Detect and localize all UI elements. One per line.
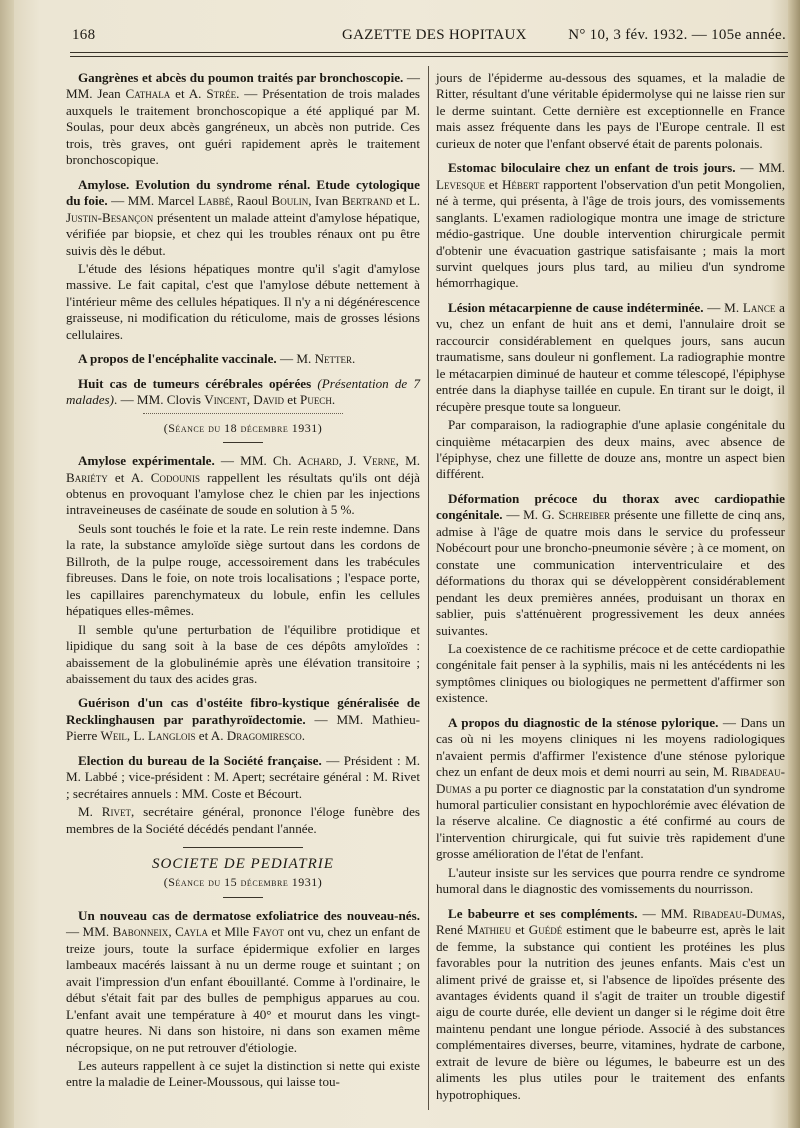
page-outer-edge — [788, 0, 800, 1128]
text: , J. — [338, 453, 363, 469]
text: et — [284, 392, 301, 408]
paragraph: La coexistence de ce rachitisme précoce et de cette cardiopathie congénitale fait penser à la syphilis, mais ni les antécédents ni les symptômes cliniques ou biologiques ne permettent d'affirmer son existence. — [436, 640, 785, 706]
text: . — MM. Clovis — [114, 392, 205, 408]
text: a vu, chez un enfant de huit ans et demi, l'annulaire droit se raccourcir considérablement en quelques jours, sans aucun traumatisme, sans douleur ni gonflement. La radiographie montre le métacarpien diminué de hauteur et comme télescopé, l'épiphyse entrée dans la diaphyse taillée en cupule. En tirant sur le doigt, il récupère presque toute sa longueur. — [436, 299, 785, 414]
text: — MM. Mathieu-Pierre — [66, 711, 421, 744]
text: estiment que le babeurre est, après le lait de femme, la substance qui contient les protéines les plus favorables pour la nutrition des jeunes enfants. Mais c'est un aliment privé de graisse et, si l'absence de lipoïdes présente des avantages évidents quand il s'agit de traiter un trouble digestif aigu de courte durée, elle devient un danger si le régime doit être maintenu pendant une longue période. Associé à des substances complémentaires diverses, beurre, vitamines, hydrate de carbone, extrait de levure de bière ou légumes, le babeurre est un des aliments les plus utiles pour le traitement des enfants hypotrophiques. — [436, 922, 786, 1102]
text: — M. — [276, 351, 315, 367]
text: , — [246, 392, 254, 408]
author: Bariéty — [66, 469, 108, 485]
separator — [223, 897, 263, 898]
article-stenose-pylorique — [436, 715, 785, 863]
article-encephalite — [66, 351, 420, 367]
seance-heading: (Séance du 18 décembre 1931) — [163, 420, 323, 435]
society-heading: SOCIETE DE PEDIATRIE — [152, 856, 334, 873]
text: — M. G. — [502, 507, 559, 523]
author: Mathieu — [467, 922, 512, 938]
paragraph: jours de l'épiderme au-dessous des squames, et la maladie de Ritter, résultant d'une véritable épidermolyse qui ne laisse rien sur le derme suintant. Cette dernière est exceptionnelle en France mais assez fréquente dans les pays de l'Europe centrale. Il est curieux de noter que l'enfant observé était de parents polonais. — [436, 70, 785, 151]
left-column — [66, 70, 420, 1093]
article-lesion-metacarpienne — [436, 300, 785, 415]
article-dermatose — [66, 908, 420, 1056]
article-babeurre — [436, 906, 785, 1103]
author: Lance — [742, 299, 776, 315]
author: David — [253, 392, 285, 408]
article-title: Lésion métacarpienne de cause indéterminée. — [448, 299, 704, 315]
column-divider — [428, 66, 429, 1110]
text: et Mlle — [207, 924, 253, 940]
paragraph: Seuls sont touchés le foie et la rate. Le rein reste indemne. Dans la rate, la substance amyloïde siège surtout dans les cordons de Billroth, de la pulpe rouge, accessoirement dans les trabécules fibreuses. Dans le foie, on note trois localisations ; l'espace porte, les capillaires parenchymateux du lobule, enfin les cellules hépatiques elles-mêmes. — [66, 520, 420, 619]
text: — MM. — [66, 924, 113, 940]
text: présente une fillette de cinq ans, admise à l'âge de quatre mois dans le service du professeur Nobécourt pour une broncho-pneumonie sévère ; à ce moment, on constate une communication interventriculaire et des déformations du thorax qui se développèrent considérablement pendant les deux premières années, produisant un thorax en sablier, puis s'atténuèrent progressivement les deux années suivantes. — [436, 507, 785, 638]
text: . — [331, 392, 336, 408]
text: , Raoul — [230, 193, 272, 209]
article-deformation-thorax — [436, 491, 785, 639]
author: Hébert — [501, 176, 540, 192]
author: Langlois — [148, 728, 196, 744]
text: a pu porter ce diagnostic par la constatation d'un syndrome humoral particulier consistant en hypochlorémie avec élévation de la réserve alcaline. Ce diagnostic a été confirmé au cours de l'intervention chirurgicale, qui fut suivie très rapidement d'une grosse amélioration de l'état de l'enfant. — [436, 780, 785, 862]
text: et — [485, 176, 502, 192]
text: — MM. Ch. — [214, 453, 298, 469]
author: Cathala — [125, 86, 171, 102]
author: Puech — [300, 392, 332, 408]
author: Bertrand — [341, 193, 393, 209]
text: et A. — [195, 728, 227, 744]
author: Ribadeau-Dumas — [436, 764, 785, 796]
article-estomac — [436, 160, 785, 292]
author: Schreiber — [558, 507, 611, 523]
text: — MM. Jean — [66, 70, 420, 102]
text: . — Présentation de trois malades auxquels le traitement bronchoscopique a été appliqué par M. Soulas, pour deux abcès gangréneux, un abcès non putride. Ces trois, très graves, ont guéri rapidement après le traitement bronchoscopique. — [66, 86, 421, 168]
paragraph: Les auteurs rappellent à ce sujet la distinction si nette qui existe entre la maladie de Leiner-Moussous, qui laisse tou- — [66, 1058, 420, 1090]
header-rule-top — [70, 52, 788, 53]
paragraph: L'étude des lésions hépatiques montre qu'il s'agit d'amylose massive. Le fait capital, c'est que l'amylose débute nettement à l'intérieur même des cellules hépatiques. Il n'y a ni dégénérescence graisseuse, ni modification du réticulome, mais de grosses lésions cellulaires. — [66, 260, 420, 342]
text: , Ivan — [308, 193, 342, 209]
author: Fayot — [252, 924, 284, 940]
text: rappellent les résultats qu'ils ont déjà obtenus en provoquant l'amylose chez le chien par les injections intraveineuses de caséinate de soude en solution à 5 %. — [66, 469, 420, 518]
author: Achard — [297, 453, 339, 469]
article-tumeurs — [66, 376, 420, 409]
article-gangrenes — [66, 70, 420, 169]
text: et A. — [170, 86, 207, 102]
author: Codounis — [150, 469, 200, 485]
author: Weil — [100, 728, 127, 744]
text: — MM. — [637, 905, 693, 921]
separator — [183, 847, 303, 848]
author: Vincent — [204, 392, 247, 408]
article-title: A propos de l'encéphalite vaccinale. — [78, 351, 277, 367]
author: Babonneix — [112, 924, 169, 940]
right-column — [436, 70, 785, 1105]
paragraph — [66, 804, 420, 837]
author: Netter — [314, 351, 353, 367]
text: et — [511, 922, 529, 938]
author: Strée — [206, 86, 237, 102]
author: Guédé — [528, 922, 563, 938]
article-title: Amylose. Evolution du syndrome rénal. Etude cytologique du foie. — [66, 176, 420, 209]
article-title: Le babeurre et ses compléments. — [448, 905, 638, 921]
journal-title: GAZETTE DES HOPITAUX — [342, 27, 527, 43]
text: — Président : M. M. Labbé ; vice-président : M. Apert; secrétaire général : M. Rivet ; secrétaires annuels : MM. Coste et Bécourt. — [66, 752, 420, 801]
article-title: Election du bureau de la Société française. — [78, 752, 322, 768]
text: rapportent l'observation d'un petit Mongolien, né à terme, qui présenta, à l'âge de trois jours, des vomissements sanglants. L'examen radiologique montra une image de stricture médio-gastrique. Une double intervention chirurgicale permit d'obtenir une évacuation gastrique satisfaisante ; mais la mort survint quelques jours plus tard, au milieu d'un syndrome hémorrhagique. — [436, 176, 786, 291]
text: ont vu, chez un enfant de treize jours, toute la surface épidermique exfolier en larges lambeaux macérés laissant à nu un derme rouge et suintant ; on avait l'impression d'un enfant ébouillanté. Comme à l'ordinaire, le début s'était fait par des bulles de pemphigus apparues au cou. L'enfant avait une température à 40° et mourut dans les vingt-quatre heures. Ni dans son histoire, ni dans son examen même nécropsique, on ne put retrouver d'étiologie. — [66, 924, 421, 1055]
paragraph: L'auteur insiste sur les services que pourra rendre ce syndrome humoral dans le diagnostic des vomissements du nourrisson. — [436, 864, 785, 897]
paragraph: Par comparaison, la radiographie d'une aplasie congénitale du cinquième métacarpien des deux mains, avec absence de l'épiphyse, chez une fillette de douze ans, montre un aspect bien différent. — [436, 417, 785, 482]
header-rule-bottom — [70, 56, 788, 57]
article-amylose — [66, 177, 420, 259]
text: — MM. — [735, 160, 786, 176]
article-title: Huit cas de tumeurs cérébrales opérées — [78, 375, 312, 391]
text: . — [301, 728, 306, 744]
article-title: Déformation précoce du thorax avec cardiopathie congénitale. — [436, 490, 785, 523]
author: Ribadeau-Dumas — [692, 905, 782, 921]
text: M. — [78, 804, 102, 820]
text: — M. — [703, 299, 743, 315]
article-title: Gangrènes et abcès du poumon traités par bronchoscopie. — [78, 70, 404, 85]
author: Levesque — [436, 176, 485, 192]
page-number: 168 — [72, 27, 96, 43]
text: présentent un malade atteint d'amylose hépatique, vérifiée par biopsie, et chez qui les troubles rénaux ont pu être suivis dès le début. — [66, 209, 420, 258]
text: — MM. Marcel — [107, 193, 199, 209]
text: , L. — [126, 728, 148, 744]
running-header — [72, 27, 786, 49]
article-title: Amylose expérimentale. — [78, 453, 215, 469]
article-title: Estomac biloculaire chez un enfant de trois jours. — [448, 160, 736, 176]
text: . — [352, 351, 356, 367]
seance-heading: (Séance du 15 décembre 1931) — [163, 875, 323, 890]
article-election — [66, 753, 420, 802]
author: Verne — [362, 453, 396, 469]
author: Justin-Besançon — [66, 209, 154, 225]
author: Labbé — [198, 193, 231, 209]
author: Rivet — [101, 804, 132, 820]
text: et A. — [107, 469, 151, 485]
article-title: Un nouveau cas de dermatose exfoliatrice des nouveau-nés. — [78, 907, 420, 923]
separator — [143, 413, 343, 414]
article-amylose-experimentale — [66, 453, 420, 519]
text: — Dans un cas où ni les moyens cliniques ni les moyens radiologiques n'avaient permis d'affirmer l'existence d'une sténose pylorique chez un enfant de deux mois et demi nourri au sein, M. — [436, 714, 785, 780]
author: Dragomiresco — [226, 728, 302, 744]
issue-info: N° 10, 3 fév. 1932. — 105e année. — [568, 27, 786, 43]
text: , M. — [395, 453, 420, 469]
separator — [223, 442, 263, 443]
text: (Présentation de 7 malades) — [66, 375, 420, 408]
paragraph: Il semble qu'une perturbation de l'équilibre protidique et lipidique du sang soit à la base de ces dépôts amyloïdes : abaissement de la globulinémie après une élévation transitoire ; abaissement du taux des acides gras. — [66, 621, 420, 686]
text: , René — [436, 905, 785, 938]
article-title: A propos du diagnostic de la sténose pylorique. — [448, 714, 719, 730]
article-recklinghausen — [66, 695, 420, 744]
text: , secrétaire général, prononce l'éloge funèbre des membres de la Société décédés pendant l'année. — [66, 804, 420, 836]
text: et L. — [392, 193, 420, 209]
author: Boulin — [271, 193, 309, 209]
page-binding-edge — [0, 0, 14, 1128]
article-title: Guérison d'un cas d'ostéite fibro-kystique généralisée de Recklinghausen par parathyroïdectomie. — [66, 695, 420, 727]
text: , — [168, 924, 176, 940]
author: Cayla — [175, 924, 208, 940]
